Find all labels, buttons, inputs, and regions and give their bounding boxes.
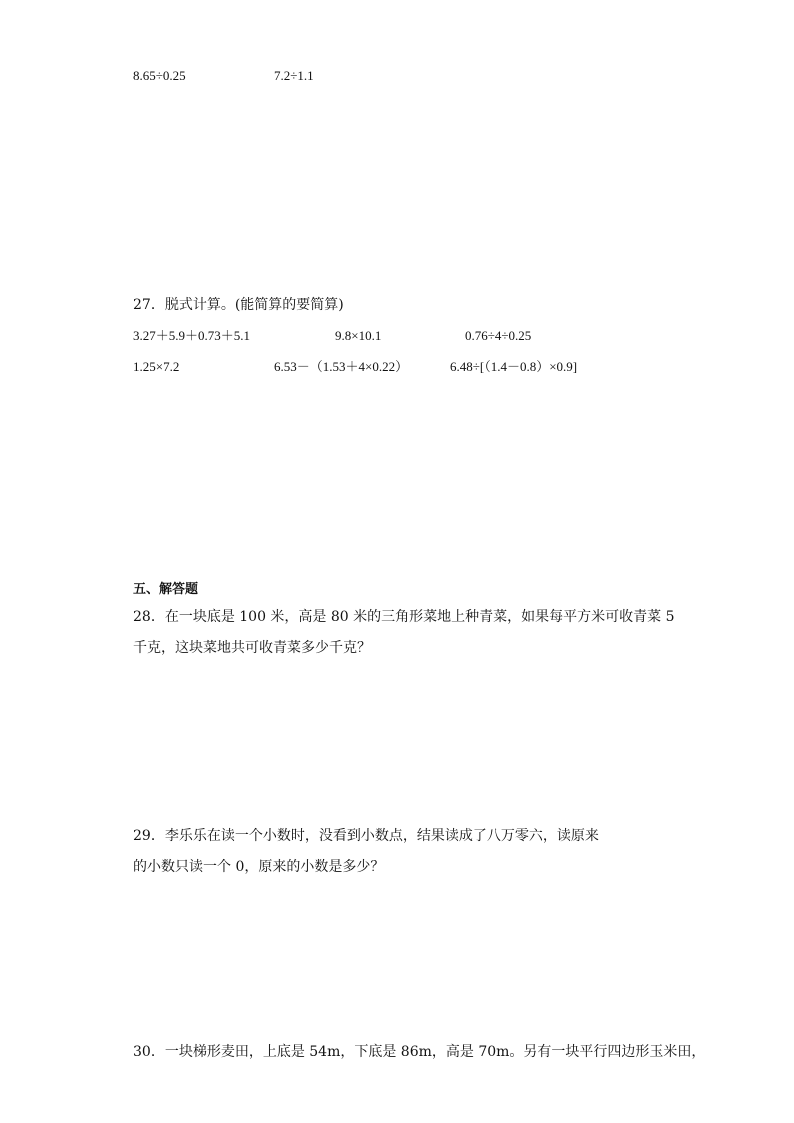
q27-expression-3: 0.76÷4÷0.25 xyxy=(465,328,532,343)
question-28-line-1: 28．在一块底是 100 米，高是 80 米的三角形菜地上种青菜，如果每平方米可收青菜 5 xyxy=(133,609,675,625)
question-30-line-1: 30．一块梯形麦田，上底是 54m，下底是 86m，高是 70m。另有一块平行四边形玉米田， xyxy=(133,1044,706,1060)
section-heading: 五、解答题 xyxy=(133,582,199,597)
q27-expression-2: 9.8×10.1 xyxy=(335,328,382,343)
question-27-title: 27．脱式计算。(能简算的要简算) xyxy=(133,297,344,313)
question-29-line-2: 的小数只读一个 0，原来的小数是多少？ xyxy=(133,859,385,875)
expression-7-2-div-1-1: 7.2÷1.1 xyxy=(274,68,314,83)
expression-8-65-div-0-25: 8.65÷0.25 xyxy=(133,68,186,83)
q27-expression-1: 3.27＋5.9＋0.73＋5.1 xyxy=(133,328,251,343)
q27-expression-4: 1.25×7.2 xyxy=(133,359,180,374)
q27-expression-6: 6.48÷[（1.4－0.8）×0.9] xyxy=(450,359,578,374)
question-29-line-1: 29．李乐乐在读一个小数时，没看到小数点，结果读成了八万零六，读原来 xyxy=(133,828,599,844)
q27-expression-5: 6.53－（1.53＋4×0.22） xyxy=(274,359,409,374)
question-28-line-2: 千克，这块菜地共可收青菜多少千克？ xyxy=(133,640,371,656)
